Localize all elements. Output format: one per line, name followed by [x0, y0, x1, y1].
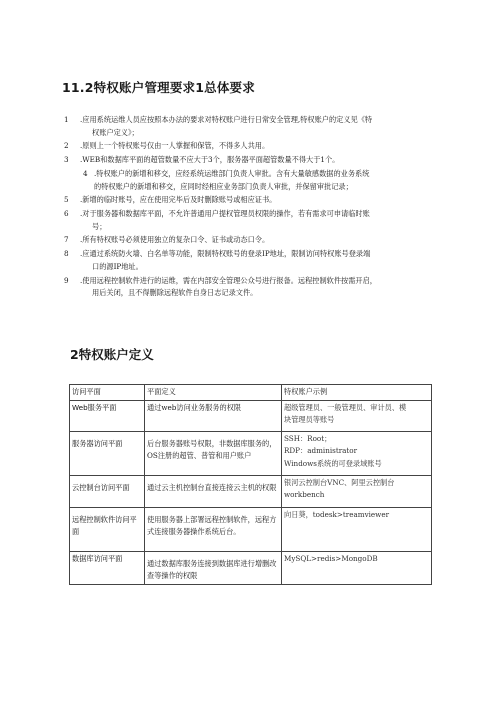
item-number: 4: [83, 168, 88, 178]
cell-plane: 云控制台访问平面: [70, 475, 145, 507]
example-line: Windows系统的可登录域账号: [284, 458, 382, 468]
table-row: [70, 431, 432, 475]
privileged-account-table: [69, 384, 432, 585]
item-text: .使用远程控制软件进行的运维，需在内部安全管理公众号进行报备。远程控制软件按需开启，: [80, 275, 377, 285]
requirement-item-5: [60, 194, 440, 207]
example-line: RDP：administrator: [284, 446, 358, 455]
column-header-plane: 访问平面: [70, 385, 145, 401]
section-heading-privileged-account-definition: 2特权账户定义: [70, 347, 154, 362]
cell-examples: [282, 431, 432, 475]
cell-definition: 通过数据库服务连接到数据库进行增删改查等操作的权限: [145, 551, 282, 584]
item-text: .特权账户的新增和移交，应经系统运维部门负责人审批。含有大量敏感数据的业务系统: [94, 168, 370, 178]
cell-plane: Web服务平面: [70, 400, 145, 431]
item-number: 3: [64, 155, 69, 165]
item-text-continued: 的特权账户的新增和移交，应同时经相应业务部门负责人审批，并保留审批记录；: [94, 181, 353, 191]
item-number: 1: [64, 115, 69, 124]
example-line: MySQL>redis>MongoDB: [284, 553, 378, 563]
item-text-continued: 口的源IP地址。: [92, 261, 143, 271]
item-number: 8: [64, 249, 69, 259]
requirement-item-9: [60, 275, 440, 300]
requirement-item-7: [60, 234, 440, 247]
item-text: .WEB和数据库平面的超管数量不应大于3个，服务器平面超管数量不得大于1个。: [80, 155, 340, 165]
table-header-row: [70, 385, 432, 401]
table-row: [70, 400, 432, 431]
item-number: 6: [64, 209, 69, 219]
example-line: 超级管理员、一般管理员、审计员、模: [284, 402, 407, 412]
section-heading-overall-requirements: 11.2特权账户管理要求1总体要求: [62, 80, 255, 95]
item-number: 2: [64, 141, 69, 151]
requirement-item-4: [60, 168, 440, 193]
item-text-continued: 用后关闭，且不得删除远程软件自身日志记录文件。: [92, 288, 258, 298]
example-line: 块管理员等账号: [284, 415, 335, 424]
item-number: 7: [64, 235, 69, 245]
item-number: 9: [64, 275, 69, 285]
requirement-item-2: [60, 140, 440, 153]
example-line: workbench: [284, 490, 325, 499]
cell-examples: [282, 475, 432, 507]
cell-definition: 通过云主机控制台直接连接云主机的权限: [145, 475, 282, 507]
cell-definition: 通过web访问业务服务的权限: [145, 400, 282, 431]
item-text: .应通过系统防火墙、白名单等功能，限制特权账号的登录IP地址，限制访问特权账号登录端: [80, 249, 371, 259]
item-number: 5: [64, 195, 69, 205]
column-header-examples: 特权账户示例: [282, 385, 432, 401]
example-line: 银河云控制台VNC、阿里云控制台: [284, 477, 395, 487]
cell-definition: 后台服务器账号权限，非数据库服务的，OS注册的超管、普管和用户账户: [145, 431, 282, 475]
cell-examples: [282, 551, 432, 584]
cell-plane: 数据库访问平面: [70, 551, 145, 584]
item-text-continued: 权账户定义》；: [92, 127, 139, 137]
item-text: .新增的临时账号，应在使用完毕后及时删除账号或相应证书。: [80, 195, 277, 205]
cell-plane: 远程控制软件访问平面: [70, 507, 145, 551]
table-row: [70, 475, 432, 507]
cell-plane: 服务器访问平面: [70, 431, 145, 475]
item-text-continued: 号；: [92, 221, 107, 231]
requirement-item-6: [60, 208, 440, 233]
table-row: [70, 551, 432, 584]
cell-examples: [282, 400, 432, 431]
item-text: .所有特权账号必须使用独立的复杂口令、证书或动态口令。: [80, 235, 270, 245]
example-line: SSH：Root；: [284, 433, 332, 443]
item-text: .应用系统运维人员应按照本办法的要求对特权账户进行日常安全管理,特权账户的定义见《特: [80, 115, 373, 124]
requirement-item-8: [60, 248, 440, 273]
cell-definition: 使用服务器上部署远程控制软件，远程方式连接服务器操作系统后台。: [145, 507, 282, 551]
requirement-item-3: [60, 154, 440, 167]
item-text: .原则上一个特权账号仅由一人掌握和保管，不得多人共用。: [80, 141, 270, 151]
cell-examples: [282, 507, 432, 551]
item-text: .对于服务器和数据库平面，不允许普通用户提权管理员权限的操作，若有需求可申请临时账: [80, 209, 370, 219]
requirements-list: [60, 114, 440, 301]
example-line: 向日葵，todesk>treamviewer: [284, 509, 390, 519]
table-row: [70, 507, 432, 551]
requirement-item-1: [60, 114, 440, 139]
column-header-definition: 平面定义: [145, 385, 282, 401]
